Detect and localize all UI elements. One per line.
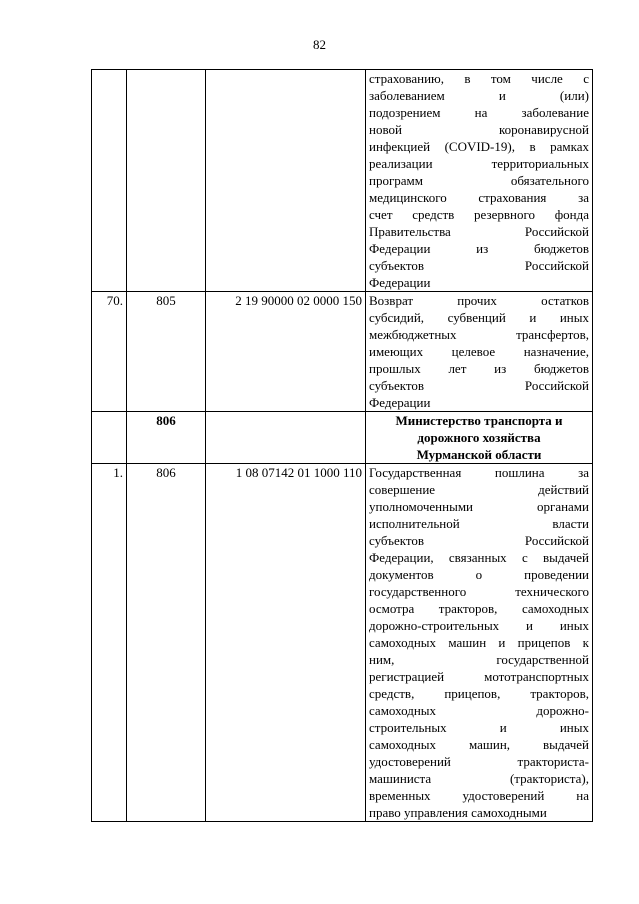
text-line: осмотра тракторов, самоходных <box>369 601 589 616</box>
text-line: страхованию, в том числе с <box>369 71 589 86</box>
administrator-code-cell <box>127 70 206 292</box>
revenue-code-cell <box>206 412 366 464</box>
text-line: удостоверений тракториста- <box>369 754 589 769</box>
revenue-name-cell <box>366 464 593 822</box>
text-line: субъектов Российской <box>369 258 589 273</box>
row-number-cell <box>92 412 127 464</box>
revenue-name-cell <box>366 292 593 412</box>
text-line: уполномоченными органами <box>369 499 589 514</box>
revenue-code-cell <box>206 70 366 292</box>
table-row <box>92 464 593 822</box>
page-number: 82 <box>313 37 326 52</box>
table-row <box>92 70 593 292</box>
table-body <box>92 70 593 822</box>
text-line: строительных и иных <box>369 720 589 735</box>
text-line: исполнительной власти <box>369 516 589 531</box>
text-line: инфекцией (COVID-19), в рамках <box>369 139 589 154</box>
administrator-code-cell: 806 <box>127 464 206 822</box>
text-line: регистрацией мототранспортных <box>369 669 589 684</box>
text-line: временных удостоверений на <box>369 788 589 803</box>
text-line: Государственная пошлина за <box>369 465 589 480</box>
revenue-name-cell <box>366 70 593 292</box>
text-line: право управления самоходными <box>369 805 547 820</box>
text-line: заболеванием и (или) <box>369 88 589 103</box>
text-line: программ обязательного <box>369 173 589 188</box>
text-line: дорожного хозяйства <box>417 430 541 445</box>
section-heading-cell <box>366 412 593 464</box>
revenue-code-cell: 1 08 07142 01 1000 110 <box>206 464 366 822</box>
row-number-cell: 1. <box>92 464 127 822</box>
text-line: Правительства Российской <box>369 224 589 239</box>
text-line: машиниста (тракториста), <box>369 771 589 786</box>
text-line: документов о проведении <box>369 567 589 582</box>
administrator-code-cell: 806 <box>127 412 206 464</box>
text-line: субсидий, субвенций и иных <box>369 310 589 325</box>
text-line: Возврат прочих остатков <box>369 293 589 308</box>
budget-classification-table <box>91 69 593 822</box>
administrator-code-cell: 805 <box>127 292 206 412</box>
table-row <box>92 412 593 464</box>
row-number-cell: 70. <box>92 292 127 412</box>
text-line: имеющих целевое назначение, <box>369 344 589 359</box>
text-line: Министерство транспорта и <box>395 413 563 428</box>
text-line: подозрением на заболевание <box>369 105 589 120</box>
text-line: ним, государственной <box>369 652 589 667</box>
text-line: реализации территориальных <box>369 156 589 171</box>
text-line: Федерации из бюджетов <box>369 241 589 256</box>
text-line: самоходных машин и прицепов к <box>369 635 589 650</box>
text-line: субъектов Российской <box>369 533 589 548</box>
revenue-code-cell: 2 19 90000 02 0000 150 <box>206 292 366 412</box>
text-line: самоходных машин, выдачей <box>369 737 589 752</box>
text-line: Федерации, связанных с выдачей <box>369 550 589 565</box>
text-line: субъектов Российской <box>369 378 589 393</box>
text-line: дорожно-строительных и иных <box>369 618 589 633</box>
text-line: самоходных дорожно- <box>369 703 589 718</box>
text-line: новой коронавирусной <box>369 122 589 137</box>
text-line: Мурманской области <box>416 447 542 462</box>
text-line: медицинского страхования за <box>369 190 589 205</box>
text-line: Федерации <box>369 395 431 410</box>
row-number-cell <box>92 70 127 292</box>
text-line: средств, прицепов, тракторов, <box>369 686 589 701</box>
text-line: совершение действий <box>369 482 589 497</box>
table-row <box>92 292 593 412</box>
text-line: государственного технического <box>369 584 589 599</box>
text-line: межбюджетных трансфертов, <box>369 327 589 342</box>
text-line: Федерации <box>369 275 431 290</box>
text-line: счет средств резервного фонда <box>369 207 589 222</box>
text-line: прошлых лет из бюджетов <box>369 361 589 376</box>
